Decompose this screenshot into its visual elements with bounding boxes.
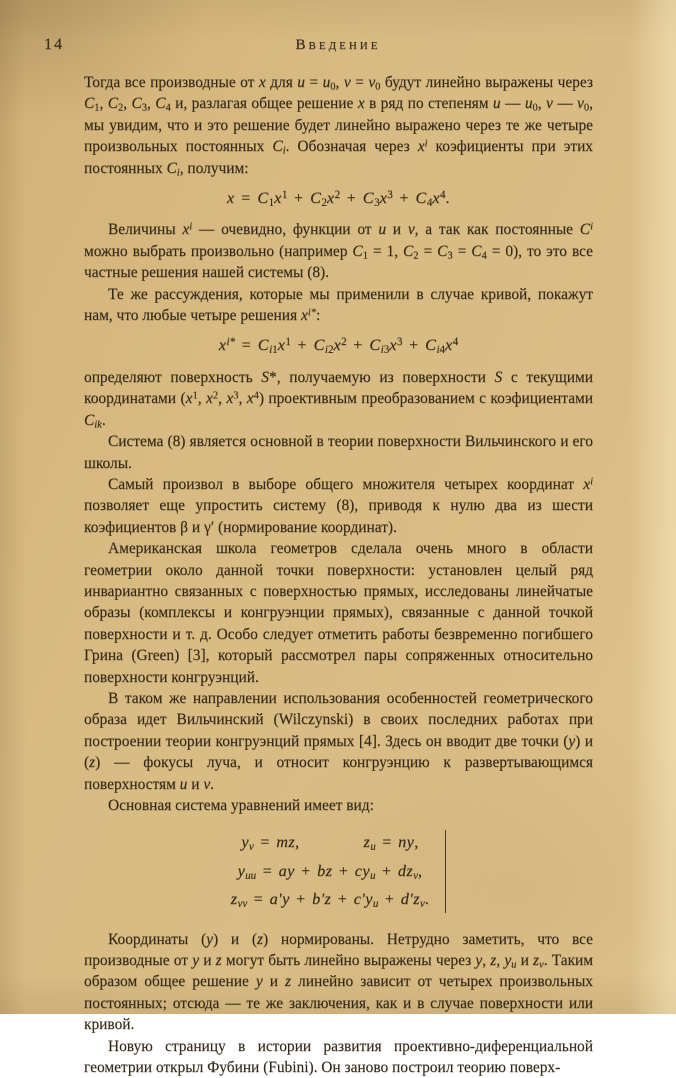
display-formula-1: $x = C_1x^1 + C_2x^2 + C_3x^3 + C_4x^4$. [226, 189, 451, 209]
paragraph: Основная система уравнений имеет вид: [108, 797, 374, 814]
page-number: 14 [44, 36, 64, 53]
paragraph: определяют поверхность S*, получаемую из поверхности S с текущими координатами ($x^1$, $x^2$, $x^3$, $x^4$) проективным преобразованием с коэфициентами $C_{ik}$. [84, 368, 593, 431]
paragraph: Новую страницу в истории развития проективно-диференциальной геометрии открыл Фубини (Fubini). Он заново построил теорию поверх- [84, 1037, 593, 1077]
paragraph: Система (8) является основной в теории поверхности Вильчинского и его школы. [84, 433, 593, 472]
equation-system-body [231, 830, 447, 912]
paragraph: Величины $x^i$ — очевидно, функции от u и v, а так как постоянные $C^i$ можно выбрать произвольно (например $C_1 = 1$, $C_2 = C_3 = C_4 = 0$), то это все частные решения нашей системы (8). [84, 221, 593, 282]
equation-system [84, 830, 593, 912]
paragraph: В таком же направлении использования особенностей геометрического образа идет Вильчинский (Wilczynski) в своих последних работах при построении теории конгруэнций прямых [4]. Здесь он вводит две точки (y) и (z) — фокусы луча, и относит конгруэнцию к развертывающимся поверхностям u и v. [84, 689, 593, 793]
equation-row [231, 832, 430, 853]
paragraph: Те же рассуждения, которые мы применили в случае кривой, покажут нам, что любые четыре решения $x^{i*}$: [84, 285, 593, 325]
running-header: Введение [295, 37, 381, 53]
page-header-row [0, 36, 676, 60]
equation: $y_v$ = mz, [241, 833, 300, 854]
paragraph: Координаты (y) и (z) нормированы. Нетрудно заметить, что все производные от y и z могут быть линейно выражены через y, z, $y_u$ и $z_v$. Таким образом общее решение y и z линейно зависит от четырех произвольных постоянных; отсюда — те же заключения, как и в случае поверхности или кривой. [84, 930, 594, 1034]
paragraph: Тогда все производные от x для $u = u_0$, $v = v_0$ будут линейно выражены через $C_1$, $C_2$, $C_3$, $C_4$ и, разлагая общее решение x в ряд по степеням u — $u_0$, v — $v_0$, мы увидим, что и это решение будет линейно выражено через те же четыре произвольных постоянных $C_i$. Обозначая через $x^i$ коэфициенты при этих постоянных $C_i$, получим: [84, 74, 593, 179]
equation: $z_u$ = ny, [363, 833, 419, 854]
paragraph: Американская школа геометров сделала очень много в области геометрии около данной точки поверхности: установлен целый ряд инвариантно связанных с поверхностью прямых, исследованы линейчатые образы (комплексы и конгруэнции прямых), связанные с данной точкой поверхности и т. д. Особо следует отметить работы безвременно погибшего Грина (Green) [3], который рассмотрел пары сопряженных относительно поверхности конгруэнций. [84, 540, 593, 686]
equation: $y_{uu}$ = ay + bz + $cy_u + dz_v$, [237, 861, 423, 882]
text-column [84, 72, 593, 1078]
equation: $z_{vv} = a'y + b'z + c'y_u + d'z_v$. [230, 890, 430, 910]
paragraph: Самый произвол в выборе общего множителя четырех координат $x^i$ позволяет еще упростить систему (8), приводя к нулю два из шести коэфициентов β и γ′ (нормирование координат). [84, 475, 593, 536]
display-formula-2: $x^{i*} = C_{i1}x^1 + C_{i2}x^2 + C_{i3}x^3 + C_{i4}x^4$ [218, 336, 459, 357]
